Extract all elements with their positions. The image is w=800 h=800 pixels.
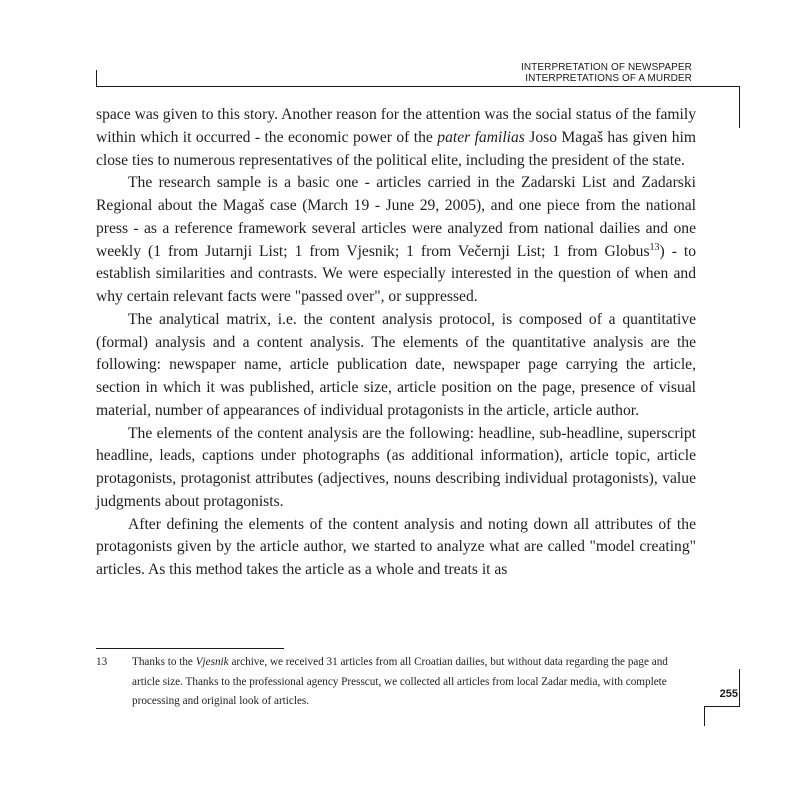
paragraph-5: After defining the elements of the content analysis and noting down all attributes of the protagonists given by the article author, we started to analyze what are called "model creating" articles. As this method takes the article as a whole and treats it as [96, 515, 696, 578]
paragraph-2: The research sample is a basic one - articles carried in the Zadarski List and Zadarski Regional about the Magaš case (March 19 - June 29, 2005), and one piece from the national press - as a reference framework several articles were analyzed from national dailies and one weekly (1 from Jutarnji List; 1 from Vjesnik; 1 from Večernji List; 1 from Globus$^{13}$) - to establish similarities and contrasts. We were especially interested in the question of when and why certain relevant facts were "passed over", or suppressed. [96, 174, 696, 305]
footnote-separator [96, 648, 284, 649]
running-header-line-1: INTERPRETATION OF NEWSPAPER [520, 62, 692, 73]
footnote-number: 13 [96, 656, 108, 668]
header-rule-right-tick [739, 86, 740, 128]
paragraph-1: space was given to this story. Another reason for the attention was the social status of the family within which it occurred - the economic power of the pater familias Joso Magaš has given him close ties to numerous representatives of the political elite, including the president of the state. [96, 106, 696, 169]
header-rule [96, 86, 740, 87]
running-header-line-2: INTERPRETATIONS OF A MURDER [525, 73, 692, 84]
paragraph-3: The analytical matrix, i.e. the content analysis protocol, is composed of a quantitative (formal) analysis and a content analysis. The elements of the quantitative analysis are the following: newspaper name, article publication date, newspaper page carrying the article, section in which it was published, article size, article position on the page, presence of visual material, number of appearances of individual protagonists in the article, article author. [96, 310, 696, 419]
page-number-rule [704, 706, 740, 707]
page-number-rule-top [739, 669, 740, 707]
footnote-source-name: Vjesnik [195, 656, 229, 668]
running-header [521, 62, 692, 84]
page-number-rule-bottom [704, 706, 705, 726]
footnote-reference[interactable]: 13 [649, 241, 660, 253]
page-number: 255 [719, 688, 738, 700]
header-rule-left-tick [96, 70, 97, 87]
body-text [96, 104, 696, 582]
footnote [96, 653, 686, 712]
footnote-text: Thanks to the Vjesnik archive, we received 31 articles from all Croatian dailies, but without data regarding the page and article size. Thanks to the professional agency Presscut, we collected all articles from local Zadar media, with complete processing and original look of articles. [132, 656, 668, 707]
latin-term: pater familias [437, 128, 525, 146]
paragraph-4: The elements of the content analysis are the following: headline, sub-headline, superscript headline, leads, captions under photographs (as additional information), article topic, article protagonists, protagonist attributes (adjectives, nouns describing individual protagonists), value judgments about protagonists. [96, 424, 696, 510]
